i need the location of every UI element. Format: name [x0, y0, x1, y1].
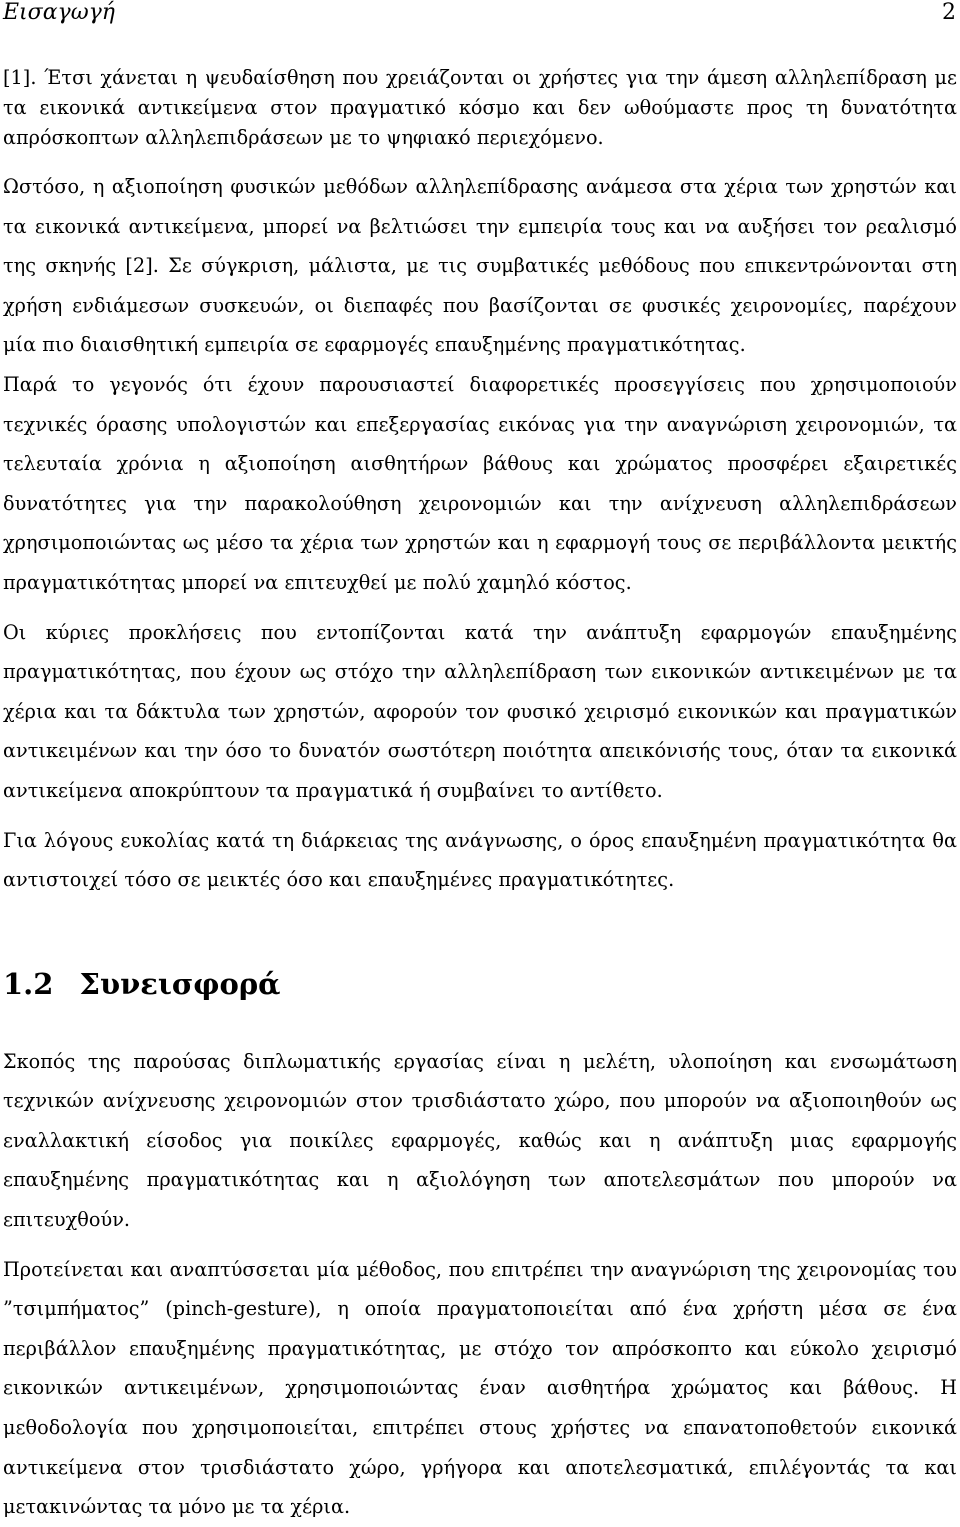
page-body: [3, 63, 957, 1527]
paragraph-section-1: Σκοπός της παρούσας διπλωματικής εργασίας είναι η μελέτη, υλοποίηση και ενσωμάτωση τεχνικών ανίχνευσης χειρονομιών στον τρισδιάστατο χώρο, που μπορούν να αξιοποιηθούν ως εναλλακτική είσοδος για ποικίλες εφαρμογές, καθώς και η ανάπτυξη μιας εφαρμογής επαυξημένης πραγματικότητας και η αξιολόγηση των αποτελεσμάτων που μπορούν να επιτευχθούν.: [3, 1049, 957, 1232]
paragraph-intro-3: Παρά το γεγονός ότι έχουν παρουσιαστεί διαφορετικές προσεγγίσεις που χρησιμοποιούν τεχνικές όρασης υπολογιστών και επεξεργασίας εικόνας για την αναγνώριση χειρονομιών, τα τελευταία χρόνια η αξιοποίηση αισθητήρων βάθους και χρώματος προσφέρει εξαιρετικές δυνατότητες για την παρακολούθηση χειρονομιών και την ανίχνευση αλληλεπιδράσεων χρησιμοποιώντας ως μέσο τα χέρια των χρηστών και η εφαρμογή τους σε περιβάλλοντα μεικτής πραγματικότητας μπορεί να επιτευχθεί με πολύ χαμηλό κόστος.: [3, 372, 957, 594]
running-title: Εισαγωγή: [3, 0, 115, 25]
section-title: Συνεισφορά: [79, 966, 281, 1001]
section-heading: [3, 966, 957, 1002]
page-number: 2: [942, 0, 956, 25]
paragraph-section-2: Προτείνεται και αναπτύσσεται μία μέθοδος, που επιτρέπει την αναγνώριση της χειρονομίας του ”τσιμπήματος” (pinch-gesture), η οποία πραγματοποιείται από ένα χρήστη μέσα σε ένα περιβάλλον επαυξημένης πραγματικότητας, με στόχο τον απρόσκοπτο και εύκολο χειρισμό εικονικών αντικειμένων, χρησιμοποιώντας έναν αισθητήρα χρώματος και βάθους. Η μεθοδολογία που χρησιμοποιείται, επιτρέπει στους χρήστες να επανατοποθετούν εικονικά αντικείμενα στον τρισδιάστατο χώρο, γρήγορα και αποτελεσματικά, επιλέγοντάς τα και μετακινώντας τα μόνο με τα χέρια.: [3, 1257, 957, 1519]
paragraph-intro-1: [1]. Έτσι χάνεται η ψευδαίσθηση που χρειάζονται οι χρήστες για την άμεση αλληλεπίδραση με τα εικονικά αντικείμενα στον πραγματικό κόσμο και δεν ωθούμαστε προς τη δυνατότητα απρόσκοπτων αλληλεπιδράσεων με το ψηφιακό περιεχόμενο.: [3, 66, 957, 149]
running-header: [3, 0, 956, 30]
paragraph-intro-2: Ωστόσο, η αξιοποίηση φυσικών μεθόδων αλληλεπίδρασης ανάμεσα στα χέρια των χρηστών και τα εικονικά αντικείμενα, μπορεί να βελτιώσει την εμπειρία τους και να αυξήσει τον ρεαλισμό της σκηνής [2]. Σε σύγκριση, μάλιστα, με τις συμβατικές μεθόδους που επικεντρώνονται στη χρήση ενδιάμεσων συσκευών, οι διεπαφές που βασίζονται σε φυσικές χειρονομίες, παρέχουν μία πιο διαισθητική εμπειρία σε εφαρμογές επαυξημένης πραγματικότητας.: [3, 175, 957, 357]
section-number: 1.2: [3, 966, 54, 1001]
paragraph-intro-5: Για λόγους ευκολίας κατά τη διάρκειας της ανάγνωσης, ο όρος επαυξημένη πραγματικότητα θα αντιστοιχεί τόσο σε μεικτές όσο και επαυξημένες πραγματικότητες.: [3, 828, 957, 892]
paragraph-intro-4: Οι κύριες προκλήσεις που εντοπίζονται κατά την ανάπτυξη εφαρμογών επαυξημένης πραγματικότητας, που έχουν ως στόχο την αλληλεπίδραση των εικονικών αντικειμένων με τα χέρια και τα δάκτυλα των χρηστών, αφορούν τον φυσικό χειρισμό εικονικών και πραγματικών αντικειμένων και την όσο το δυνατόν σωστότερη ποιότητα απεικόνισής τους, όταν τα εικονικά αντικείμενα αποκρύπτουν τα πραγματικά ή συμβαίνει το αντίθετο.: [3, 620, 957, 802]
